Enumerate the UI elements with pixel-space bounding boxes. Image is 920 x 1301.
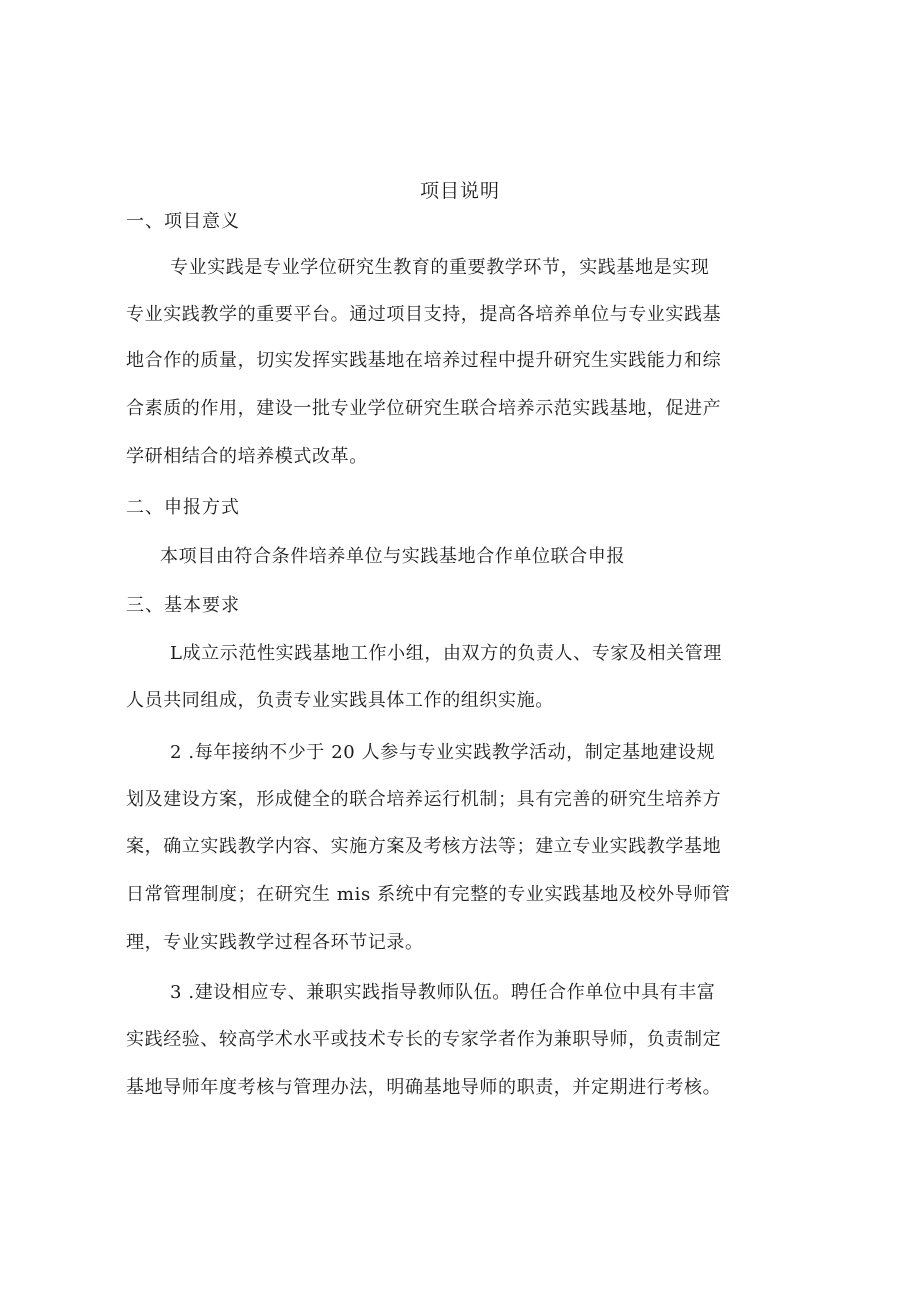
list-item-line: 实践经验、较高学术水平或技术专长的专家学者作为兼职导师，负责制定 <box>126 1029 722 1050</box>
list-item-line: 2 .每年接纳不少于 20 人参与专业实践教学活动，制定基地建设规 <box>170 742 716 763</box>
paragraph-line: 学研相结合的培养模式改革。 <box>126 446 368 467</box>
section-heading-application: 二、申报方式 <box>126 497 240 518</box>
paragraph-line: 专业实践是专业学位研究生教育的重要教学环节，实践基地是实现 <box>170 257 710 278</box>
paragraph-line: 本项目由符合条件培养单位与实践基地合作单位联合申报 <box>160 546 625 567</box>
section-heading-requirements: 三、基本要求 <box>126 595 240 616</box>
list-item-line: 基地导师年度考核与管理办法，明确基地导师的职责，并定期进行考核。 <box>126 1077 722 1098</box>
list-item-line: 人员共同组成，负责专业实践具体工作的组织实施。 <box>126 690 554 711</box>
list-item-line: 3 .建设相应专、兼职实践指导教师队伍。聘任合作单位中具有丰富 <box>170 982 716 1003</box>
list-item-line: 案，确立实践教学内容、实施方案及考核方法等；建立专业实践教学基地 <box>126 836 722 857</box>
paragraph-line: 合素质的作用，建设一批专业学位研究生联合培养示范实践基地，促进产 <box>126 398 722 419</box>
document-title: 项目说明 <box>419 180 500 202</box>
list-item-line: 日常管理制度；在研究生 mis 系统中有完整的专业实践基地及校外导师管 <box>126 884 731 905</box>
list-item-line: 理，专业实践教学过程各环节记录。 <box>126 932 424 953</box>
list-item-line: 划及建设方案，形成健全的联合培养运行机制；具有完善的研究生培养方 <box>126 789 722 810</box>
list-item-line: L成立示范性实践基地工作小组，由双方的负责人、专家及相关管理 <box>170 643 722 664</box>
paragraph-line: 专业实践教学的重要平台。通过项目支持，提高各培养单位与专业实践基 <box>126 304 722 325</box>
paragraph-line: 地合作的质量，切实发挥实践基地在培养过程中提升研究生实践能力和综 <box>126 350 722 371</box>
section-heading-significance: 一、项目意义 <box>126 211 240 232</box>
